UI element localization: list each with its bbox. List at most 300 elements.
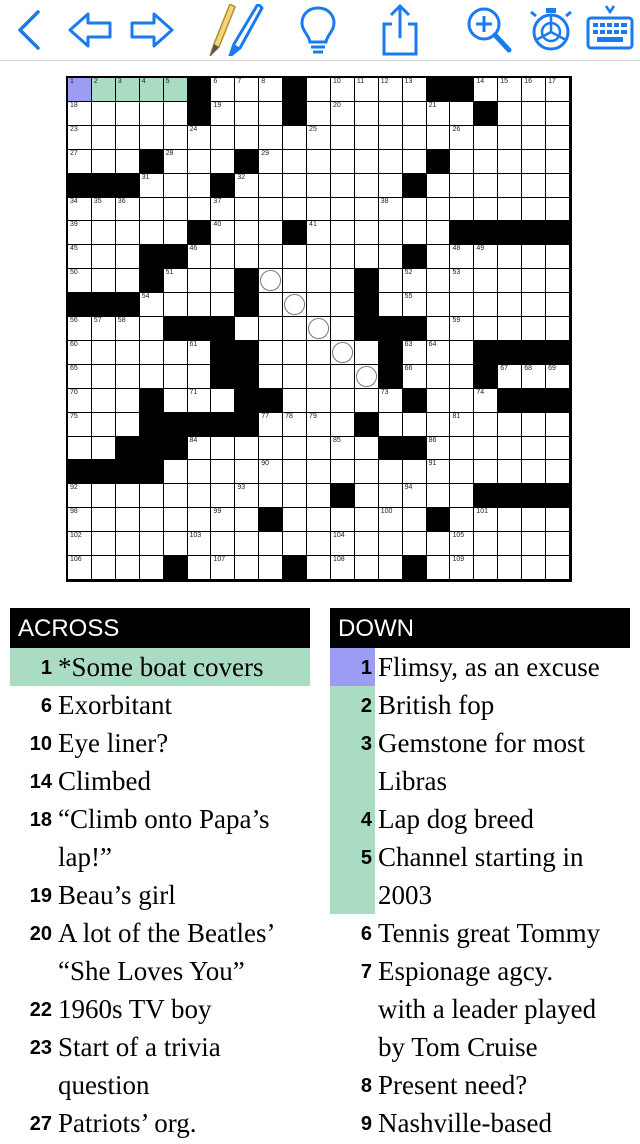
grid-cell[interactable] xyxy=(307,556,330,579)
grid-cell[interactable] xyxy=(211,221,234,244)
grid-cell[interactable] xyxy=(68,389,91,412)
grid-cell[interactable] xyxy=(522,102,545,125)
grid-cell[interactable] xyxy=(546,413,569,436)
grid-cell[interactable] xyxy=(498,102,521,125)
grid-cell[interactable] xyxy=(379,484,402,507)
grid-cell[interactable] xyxy=(522,150,545,173)
grid-cell[interactable] xyxy=(92,78,115,101)
grid-cell[interactable] xyxy=(331,102,354,125)
grid-cell[interactable] xyxy=(403,221,426,244)
grid-cell[interactable] xyxy=(427,413,450,436)
grid-cell[interactable] xyxy=(259,484,282,507)
grid-cell[interactable] xyxy=(188,556,211,579)
grid-cell[interactable] xyxy=(379,532,402,555)
keyboard-icon[interactable] xyxy=(584,4,636,56)
grid-cell[interactable] xyxy=(403,269,426,292)
grid-cell[interactable] xyxy=(355,484,378,507)
grid-cell[interactable] xyxy=(283,413,306,436)
grid-cell[interactable] xyxy=(331,341,354,364)
grid-cell[interactable] xyxy=(92,126,115,149)
grid-cell[interactable] xyxy=(403,150,426,173)
grid-cell[interactable] xyxy=(331,150,354,173)
grid-cell[interactable] xyxy=(546,174,569,197)
grid-cell[interactable] xyxy=(164,174,187,197)
grid-cell[interactable] xyxy=(427,126,450,149)
grid-cell[interactable] xyxy=(140,221,163,244)
across-clue-14[interactable] xyxy=(10,762,310,800)
grid-cell[interactable] xyxy=(92,556,115,579)
grid-cell[interactable] xyxy=(211,460,234,483)
grid-cell[interactable] xyxy=(259,317,282,340)
grid-cell[interactable] xyxy=(331,221,354,244)
grid-cell[interactable] xyxy=(427,102,450,125)
grid-cell[interactable] xyxy=(235,556,258,579)
grid-cell[interactable] xyxy=(355,78,378,101)
grid-cell[interactable] xyxy=(331,174,354,197)
grid-cell[interactable] xyxy=(427,460,450,483)
grid-cell[interactable] xyxy=(522,437,545,460)
grid-cell[interactable] xyxy=(116,150,139,173)
grid-cell[interactable] xyxy=(379,269,402,292)
grid-cell[interactable] xyxy=(211,532,234,555)
grid-cell[interactable] xyxy=(188,460,211,483)
grid-cell[interactable] xyxy=(283,341,306,364)
grid-cell[interactable] xyxy=(140,484,163,507)
grid-cell[interactable] xyxy=(498,460,521,483)
grid-cell[interactable] xyxy=(92,102,115,125)
grid-cell[interactable] xyxy=(92,198,115,221)
grid-cell[interactable] xyxy=(474,413,497,436)
grid-cell[interactable] xyxy=(450,341,473,364)
grid-cell[interactable] xyxy=(211,78,234,101)
grid-cell[interactable] xyxy=(92,532,115,555)
grid-cell[interactable] xyxy=(307,460,330,483)
grid-cell[interactable] xyxy=(283,317,306,340)
grid-cell[interactable] xyxy=(427,245,450,268)
grid-cell[interactable] xyxy=(522,293,545,316)
grid-cell[interactable] xyxy=(355,245,378,268)
grid-cell[interactable] xyxy=(164,102,187,125)
grid-cell[interactable] xyxy=(498,556,521,579)
grid-cell[interactable] xyxy=(331,198,354,221)
grid-cell[interactable] xyxy=(307,245,330,268)
grid-cell[interactable] xyxy=(307,293,330,316)
grid-cell[interactable] xyxy=(140,317,163,340)
across-clue-18[interactable] xyxy=(10,800,310,876)
across-clue-20[interactable] xyxy=(10,914,310,990)
grid-cell[interactable] xyxy=(211,389,234,412)
grid-cell[interactable] xyxy=(188,198,211,221)
grid-cell[interactable] xyxy=(355,365,378,388)
grid-cell[interactable] xyxy=(546,269,569,292)
grid-cell[interactable] xyxy=(307,198,330,221)
grid-cell[interactable] xyxy=(140,532,163,555)
grid-cell[interactable] xyxy=(403,102,426,125)
across-clue-19[interactable] xyxy=(10,876,310,914)
across-clue-1[interactable] xyxy=(10,648,310,686)
share-icon[interactable] xyxy=(378,4,422,56)
grid-cell[interactable] xyxy=(283,245,306,268)
grid-cell[interactable] xyxy=(283,174,306,197)
grid-cell[interactable] xyxy=(427,174,450,197)
grid-cell[interactable] xyxy=(307,150,330,173)
grid-cell[interactable] xyxy=(427,198,450,221)
grid-cell[interactable] xyxy=(403,508,426,531)
grid-cell[interactable] xyxy=(211,484,234,507)
grid-cell[interactable] xyxy=(164,198,187,221)
grid-cell[interactable] xyxy=(403,126,426,149)
grid-cell[interactable] xyxy=(68,245,91,268)
grid-cell[interactable] xyxy=(379,508,402,531)
grid-cell[interactable] xyxy=(211,102,234,125)
grid-cell[interactable] xyxy=(522,532,545,555)
grid-cell[interactable] xyxy=(355,102,378,125)
grid-cell[interactable] xyxy=(259,460,282,483)
grid-cell[interactable] xyxy=(307,126,330,149)
across-clue-27[interactable] xyxy=(10,1104,310,1142)
settings-timer-icon[interactable] xyxy=(526,4,576,56)
grid-cell[interactable] xyxy=(427,365,450,388)
grid-cell[interactable] xyxy=(259,198,282,221)
grid-cell[interactable] xyxy=(68,102,91,125)
down-clue-9[interactable] xyxy=(330,1104,630,1142)
grid-cell[interactable] xyxy=(522,508,545,531)
grid-cell[interactable] xyxy=(211,437,234,460)
grid-cell[interactable] xyxy=(188,150,211,173)
grid-cell[interactable] xyxy=(427,293,450,316)
grid-cell[interactable] xyxy=(116,269,139,292)
grid-cell[interactable] xyxy=(355,341,378,364)
grid-cell[interactable] xyxy=(188,365,211,388)
grid-cell[interactable] xyxy=(188,484,211,507)
grid-cell[interactable] xyxy=(474,437,497,460)
grid-cell[interactable] xyxy=(68,78,91,101)
grid-cell[interactable] xyxy=(427,389,450,412)
grid-cell[interactable] xyxy=(164,221,187,244)
grid-cell[interactable] xyxy=(140,556,163,579)
grid-cell[interactable] xyxy=(188,174,211,197)
grid-cell[interactable] xyxy=(403,484,426,507)
down-clue-4[interactable] xyxy=(330,800,630,838)
grid-cell[interactable] xyxy=(188,437,211,460)
grid-cell[interactable] xyxy=(307,437,330,460)
grid-cell[interactable] xyxy=(522,460,545,483)
grid-cell[interactable] xyxy=(283,508,306,531)
grid-cell[interactable] xyxy=(498,198,521,221)
grid-cell[interactable] xyxy=(140,365,163,388)
grid-cell[interactable] xyxy=(522,78,545,101)
grid-cell[interactable] xyxy=(307,102,330,125)
grid-cell[interactable] xyxy=(307,508,330,531)
grid-cell[interactable] xyxy=(474,508,497,531)
grid-cell[interactable] xyxy=(331,245,354,268)
grid-cell[interactable] xyxy=(188,245,211,268)
across-clue-10[interactable] xyxy=(10,724,310,762)
grid-cell[interactable] xyxy=(116,341,139,364)
grid-cell[interactable] xyxy=(307,532,330,555)
grid-cell[interactable] xyxy=(546,365,569,388)
grid-cell[interactable] xyxy=(68,484,91,507)
grid-cell[interactable] xyxy=(522,317,545,340)
down-clue-1[interactable] xyxy=(330,648,630,686)
grid-cell[interactable] xyxy=(283,269,306,292)
grid-cell[interactable] xyxy=(427,341,450,364)
grid-cell[interactable] xyxy=(116,221,139,244)
grid-cell[interactable] xyxy=(450,245,473,268)
grid-cell[interactable] xyxy=(474,460,497,483)
grid-cell[interactable] xyxy=(116,245,139,268)
grid-cell[interactable] xyxy=(331,437,354,460)
grid-cell[interactable] xyxy=(546,245,569,268)
grid-cell[interactable] xyxy=(116,78,139,101)
grid-cell[interactable] xyxy=(474,317,497,340)
down-clue-5[interactable] xyxy=(330,838,630,914)
grid-cell[interactable] xyxy=(92,269,115,292)
grid-cell[interactable] xyxy=(474,198,497,221)
grid-cell[interactable] xyxy=(235,221,258,244)
across-clue-6[interactable] xyxy=(10,686,310,724)
grid-cell[interactable] xyxy=(164,508,187,531)
grid-cell[interactable] xyxy=(188,126,211,149)
grid-cell[interactable] xyxy=(211,269,234,292)
grid-cell[interactable] xyxy=(379,556,402,579)
grid-cell[interactable] xyxy=(522,365,545,388)
grid-cell[interactable] xyxy=(546,150,569,173)
grid-cell[interactable] xyxy=(522,245,545,268)
grid-cell[interactable] xyxy=(450,413,473,436)
grid-cell[interactable] xyxy=(164,293,187,316)
grid-cell[interactable] xyxy=(307,389,330,412)
grid-cell[interactable] xyxy=(379,460,402,483)
down-clue-6[interactable] xyxy=(330,914,630,952)
grid-cell[interactable] xyxy=(450,437,473,460)
grid-cell[interactable] xyxy=(68,508,91,531)
grid-cell[interactable] xyxy=(235,508,258,531)
grid-cell[interactable] xyxy=(427,532,450,555)
grid-cell[interactable] xyxy=(379,126,402,149)
grid-cell[interactable] xyxy=(427,484,450,507)
grid-cell[interactable] xyxy=(259,556,282,579)
grid-cell[interactable] xyxy=(211,508,234,531)
grid-cell[interactable] xyxy=(546,78,569,101)
grid-cell[interactable] xyxy=(450,293,473,316)
grid-cell[interactable] xyxy=(211,293,234,316)
grid-cell[interactable] xyxy=(427,317,450,340)
grid-cell[interactable] xyxy=(259,365,282,388)
grid-cell[interactable] xyxy=(403,532,426,555)
grid-cell[interactable] xyxy=(188,389,211,412)
grid-cell[interactable] xyxy=(498,126,521,149)
grid-cell[interactable] xyxy=(355,174,378,197)
grid-cell[interactable] xyxy=(450,126,473,149)
grid-cell[interactable] xyxy=(546,437,569,460)
grid-cell[interactable] xyxy=(427,556,450,579)
grid-cell[interactable] xyxy=(546,198,569,221)
grid-cell[interactable] xyxy=(259,245,282,268)
grid-cell[interactable] xyxy=(403,460,426,483)
grid-cell[interactable] xyxy=(235,532,258,555)
grid-cell[interactable] xyxy=(379,102,402,125)
grid-cell[interactable] xyxy=(331,293,354,316)
grid-cell[interactable] xyxy=(307,269,330,292)
grid-cell[interactable] xyxy=(355,126,378,149)
grid-cell[interactable] xyxy=(68,413,91,436)
grid-cell[interactable] xyxy=(379,78,402,101)
grid-cell[interactable] xyxy=(307,221,330,244)
grid-cell[interactable] xyxy=(259,126,282,149)
grid-cell[interactable] xyxy=(355,221,378,244)
grid-cell[interactable] xyxy=(403,198,426,221)
across-clue-22[interactable] xyxy=(10,990,310,1028)
grid-cell[interactable] xyxy=(68,150,91,173)
grid-cell[interactable] xyxy=(498,317,521,340)
grid-cell[interactable] xyxy=(235,437,258,460)
grid-cell[interactable] xyxy=(92,484,115,507)
grid-cell[interactable] xyxy=(283,293,306,316)
grid-cell[interactable] xyxy=(331,389,354,412)
grid-cell[interactable] xyxy=(450,317,473,340)
grid-cell[interactable] xyxy=(403,365,426,388)
grid-cell[interactable] xyxy=(283,126,306,149)
grid-cell[interactable] xyxy=(355,556,378,579)
grid-cell[interactable] xyxy=(92,150,115,173)
grid-cell[interactable] xyxy=(211,126,234,149)
pencil-pen-icon[interactable] xyxy=(200,4,266,56)
grid-cell[interactable] xyxy=(498,413,521,436)
grid-cell[interactable] xyxy=(259,174,282,197)
grid-cell[interactable] xyxy=(116,126,139,149)
grid-cell[interactable] xyxy=(283,365,306,388)
grid-cell[interactable] xyxy=(522,126,545,149)
grid-cell[interactable] xyxy=(379,221,402,244)
grid-cell[interactable] xyxy=(355,508,378,531)
grid-cell[interactable] xyxy=(450,365,473,388)
grid-cell[interactable] xyxy=(92,245,115,268)
grid-cell[interactable] xyxy=(474,78,497,101)
grid-cell[interactable] xyxy=(235,126,258,149)
grid-cell[interactable] xyxy=(498,174,521,197)
grid-cell[interactable] xyxy=(68,341,91,364)
grid-cell[interactable] xyxy=(235,198,258,221)
grid-cell[interactable] xyxy=(331,460,354,483)
grid-cell[interactable] xyxy=(259,78,282,101)
grid-cell[interactable] xyxy=(92,317,115,340)
grid-cell[interactable] xyxy=(259,437,282,460)
grid-cell[interactable] xyxy=(68,198,91,221)
grid-cell[interactable] xyxy=(450,532,473,555)
grid-cell[interactable] xyxy=(403,293,426,316)
grid-cell[interactable] xyxy=(116,365,139,388)
grid-cell[interactable] xyxy=(427,269,450,292)
grid-cell[interactable] xyxy=(68,556,91,579)
grid-cell[interactable] xyxy=(188,508,211,531)
grid-cell[interactable] xyxy=(283,460,306,483)
grid-cell[interactable] xyxy=(474,174,497,197)
grid-cell[interactable] xyxy=(92,413,115,436)
grid-cell[interactable] xyxy=(474,126,497,149)
grid-cell[interactable] xyxy=(211,556,234,579)
grid-cell[interactable] xyxy=(188,341,211,364)
grid-cell[interactable] xyxy=(331,317,354,340)
grid-cell[interactable] xyxy=(498,532,521,555)
grid-cell[interactable] xyxy=(140,198,163,221)
grid-cell[interactable] xyxy=(450,269,473,292)
grid-cell[interactable] xyxy=(283,484,306,507)
grid-cell[interactable] xyxy=(188,293,211,316)
grid-cell[interactable] xyxy=(164,341,187,364)
grid-cell[interactable] xyxy=(116,198,139,221)
grid-cell[interactable] xyxy=(522,556,545,579)
grid-cell[interactable] xyxy=(116,102,139,125)
grid-cell[interactable] xyxy=(307,317,330,340)
grid-cell[interactable] xyxy=(498,437,521,460)
grid-cell[interactable] xyxy=(164,150,187,173)
grid-cell[interactable] xyxy=(498,365,521,388)
grid-cell[interactable] xyxy=(211,150,234,173)
grid-cell[interactable] xyxy=(164,532,187,555)
grid-cell[interactable] xyxy=(379,198,402,221)
grid-cell[interactable] xyxy=(450,102,473,125)
grid-cell[interactable] xyxy=(164,78,187,101)
grid-cell[interactable] xyxy=(546,317,569,340)
grid-cell[interactable] xyxy=(379,413,402,436)
undo-arrow-icon[interactable] xyxy=(66,4,116,56)
grid-cell[interactable] xyxy=(427,221,450,244)
grid-cell[interactable] xyxy=(546,556,569,579)
down-clue-8[interactable] xyxy=(330,1066,630,1104)
grid-cell[interactable] xyxy=(546,102,569,125)
grid-cell[interactable] xyxy=(116,317,139,340)
grid-cell[interactable] xyxy=(379,150,402,173)
grid-cell[interactable] xyxy=(307,365,330,388)
grid-cell[interactable] xyxy=(235,460,258,483)
grid-cell[interactable] xyxy=(355,389,378,412)
grid-cell[interactable] xyxy=(259,102,282,125)
grid-cell[interactable] xyxy=(331,78,354,101)
grid-cell[interactable] xyxy=(498,293,521,316)
grid-cell[interactable] xyxy=(474,150,497,173)
redo-arrow-icon[interactable] xyxy=(126,4,176,56)
grid-cell[interactable] xyxy=(140,78,163,101)
grid-cell[interactable] xyxy=(522,174,545,197)
grid-cell[interactable] xyxy=(140,126,163,149)
grid-cell[interactable] xyxy=(379,293,402,316)
grid-cell[interactable] xyxy=(283,532,306,555)
down-clue-7[interactable] xyxy=(330,952,630,1066)
grid-cell[interactable] xyxy=(259,532,282,555)
grid-cell[interactable] xyxy=(68,126,91,149)
grid-cell[interactable] xyxy=(68,437,91,460)
grid-cell[interactable] xyxy=(498,508,521,531)
grid-cell[interactable] xyxy=(403,341,426,364)
grid-cell[interactable] xyxy=(355,150,378,173)
grid-cell[interactable] xyxy=(307,413,330,436)
grid-cell[interactable] xyxy=(331,532,354,555)
down-clue-2[interactable] xyxy=(330,686,630,724)
grid-cell[interactable] xyxy=(474,269,497,292)
grid-cell[interactable] xyxy=(164,484,187,507)
grid-cell[interactable] xyxy=(474,293,497,316)
grid-cell[interactable] xyxy=(450,508,473,531)
grid-cell[interactable] xyxy=(259,221,282,244)
grid-cell[interactable] xyxy=(140,102,163,125)
grid-cell[interactable] xyxy=(235,174,258,197)
grid-cell[interactable] xyxy=(164,269,187,292)
grid-cell[interactable] xyxy=(307,341,330,364)
across-clue-23[interactable] xyxy=(10,1028,310,1104)
grid-cell[interactable] xyxy=(116,389,139,412)
grid-cell[interactable] xyxy=(331,556,354,579)
